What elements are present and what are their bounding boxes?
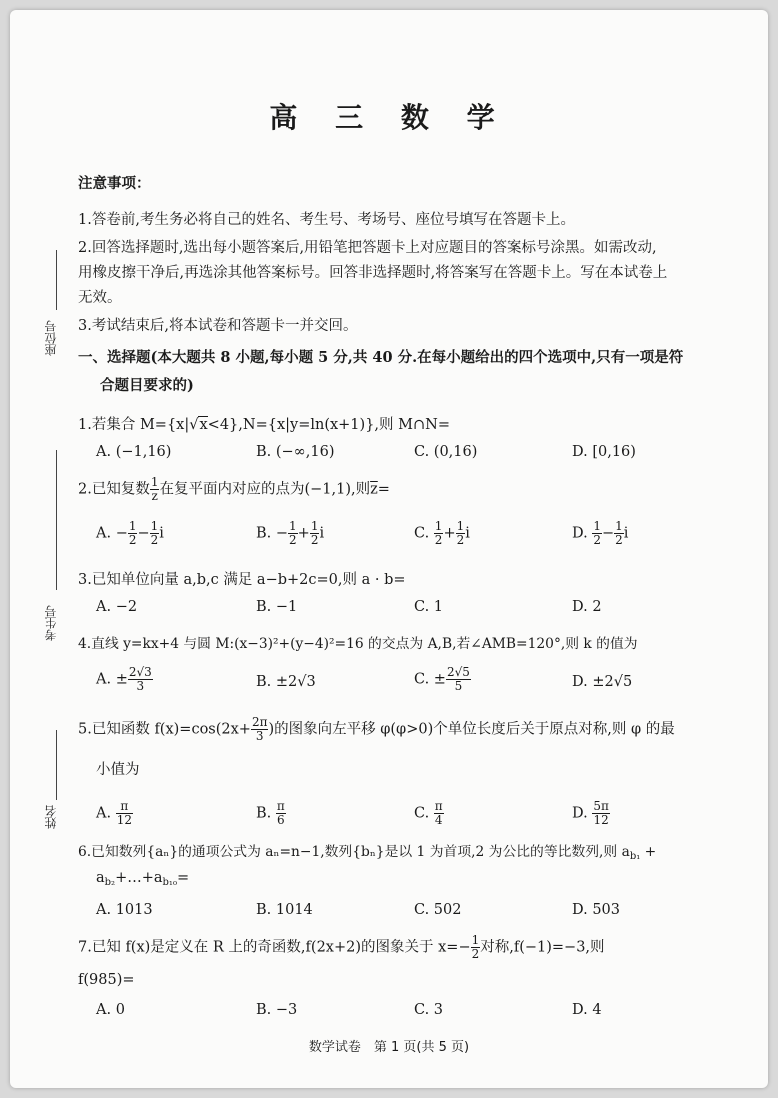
q3-option-c: C. 1 [414, 599, 444, 615]
q5c-num: π [434, 799, 443, 813]
q4c-num: 2√5 [446, 665, 470, 679]
q5b-frac [276, 800, 286, 827]
q3-option-a: A. −2 [96, 599, 138, 615]
q2a-n2: 1 [150, 519, 159, 533]
q6-text: 6.已知数列{aₙ}的通项公式为 aₙ=n−1,数列{bₙ}是以 1 为首项,2 为公比的等比数列,则 a [78, 844, 630, 860]
q7-option-d: D. 4 [572, 1002, 602, 1018]
q4-option-d: D. ±2√5 [572, 674, 633, 690]
page-title: 高 三 数 学 [269, 101, 509, 134]
q2c-n1: 1 [434, 519, 443, 533]
q2a-n1: 1 [128, 519, 137, 533]
question-7-stem [78, 934, 605, 961]
q6-option-c: C. 502 [414, 902, 462, 918]
notice-item-2: 2.回答选择题时,选出每小题答案后,用铅笔把答题卡上对应题目的答案标号涂黑。如需改动, [78, 240, 657, 256]
section-desc-cont: 合题目要求的) [100, 377, 194, 394]
question-6-stem-cont [96, 870, 189, 888]
q5a-frac [116, 800, 133, 827]
q6-option-a: A. 1013 [96, 902, 153, 918]
q2d-n1: 1 [593, 519, 601, 533]
q2c-d1: 2 [434, 533, 443, 547]
notice-heading: 注意事项： [78, 176, 151, 192]
section-title: 一、选择题 [78, 350, 151, 366]
q5-fraction [251, 716, 269, 743]
q2c-label: C. [414, 525, 434, 542]
q5-frac-num: 2π [251, 715, 268, 729]
q4c-den: 5 [454, 679, 463, 693]
q2d-sep: − [601, 525, 615, 542]
q2d-label: D. [572, 525, 593, 542]
q5d-num: 5π [593, 799, 609, 813]
q2-option-c [414, 520, 470, 547]
question-1-stem: 1.若集合 M={x|√x<4},N={x|y=ln(x+1)},则 M∩N= [78, 417, 450, 433]
binding-line [56, 250, 57, 310]
q5-frac-den: 3 [255, 729, 264, 743]
q2b-tail: i [319, 525, 325, 542]
q5-text: 5.已知函数 f(x)=cos(2x+ [78, 721, 251, 738]
side-label-seat: 座位号 [44, 320, 58, 356]
q5a-num: π [116, 800, 133, 814]
q2c-d2: 2 [456, 533, 465, 547]
q2b-label: B. − [256, 525, 289, 542]
q6-tail: = [176, 870, 190, 886]
q1-option-d: D. [0,16) [572, 444, 636, 460]
q5c-frac [434, 800, 444, 827]
q2a-d1: 2 [128, 533, 137, 547]
q5-option-b [256, 800, 286, 827]
q1-text: 1.若集合 M={x| [78, 417, 190, 433]
q2d-d1: 2 [593, 533, 601, 547]
q4-option-a [96, 666, 153, 693]
q7-option-b: B. −3 [256, 1002, 298, 1018]
notice-item-3: 3.考试结束后,将本试卷和答题卡一并交回。 [78, 318, 358, 334]
q5c-label: C. [414, 805, 434, 822]
q5d-label: D. [572, 805, 593, 822]
q6-sub1: b₂ [104, 877, 116, 888]
section-heading [78, 346, 683, 367]
q2-frac-den: z [151, 489, 158, 503]
page-footer: 数学试卷 第 1 页(共 5 页) [308, 1040, 470, 1055]
q2a-d2: 2 [150, 533, 159, 547]
q6-mid: +…+a [115, 870, 163, 886]
q2c-tail: i [465, 525, 470, 542]
q5-option-a [96, 800, 133, 827]
q4a-label: A. ± [96, 671, 128, 688]
q5b-label: B. [256, 805, 276, 822]
q4a-den: 3 [136, 679, 145, 693]
q6-a: a [96, 870, 105, 886]
q2c-n2: 1 [456, 519, 465, 533]
q7-text: 7.已知 f(x)是定义在 R 上的奇函数,f(2x+2)的图象关于 x=− [78, 939, 471, 956]
q1-text-end: <4},N={x|y=ln(x+1)},则 M∩N= [207, 417, 450, 433]
side-label-name: 姓名 [44, 805, 58, 829]
question-4-stem: 4.直线 y=kx+4 与圆 M:(x−3)²+(y−4)²=16 的交点为 A,B,若∠AMB=120°,则 k 的值为 [78, 636, 638, 652]
question-6-stem [78, 840, 656, 862]
q2-text: 2.已知复数 [78, 481, 150, 498]
notice-item-1: 1.答卷前,考生务必将自己的姓名、考生号、考场号、座位号填写在答题卡上。 [78, 212, 575, 228]
q1-sqrt: x [199, 417, 208, 433]
q5b-num: π [276, 799, 285, 813]
q2d-frac2 [614, 520, 624, 547]
q2a-label: A. − [96, 525, 128, 542]
binding-line [56, 450, 57, 590]
q2-option-a [96, 520, 164, 547]
q7-frac-den: 2 [471, 947, 480, 961]
q2d-tail: i [623, 525, 629, 542]
q4c-frac [446, 666, 471, 693]
q4a-frac [128, 666, 153, 693]
q3-option-d: D. 2 [572, 599, 602, 615]
q1-option-a: A. (−1,16) [96, 444, 172, 460]
q2b-d2: 2 [310, 533, 319, 547]
exam-paper [10, 10, 768, 1088]
q2c-frac2 [456, 520, 466, 547]
question-7-stem-cont: f(985)= [78, 972, 135, 988]
q7-frac-num: 1 [471, 933, 480, 947]
q2c-sep: + [443, 525, 456, 542]
q7-fraction [471, 934, 481, 961]
q6-sub: b₁ [629, 851, 641, 862]
q5a-den: 12 [116, 813, 132, 827]
q6-option-b: B. 1014 [256, 902, 313, 918]
q2b-d1: 2 [289, 533, 297, 547]
q5c-den: 4 [434, 813, 443, 827]
q6-text-end: + [640, 844, 657, 860]
q6-option-d: D. 503 [572, 902, 621, 918]
q2a-tail: i [159, 525, 164, 542]
q5d-den: 12 [593, 813, 609, 827]
q5-option-d [572, 800, 610, 827]
q2b-n1: 1 [289, 519, 297, 533]
q1-option-c: C. (0,16) [414, 444, 478, 460]
q2-text-mid: 在复平面内对应的点为(−1,1),则 [159, 481, 371, 498]
q2b-sep: + [297, 525, 310, 542]
q5d-frac [592, 800, 610, 827]
question-5-stem-cont: 小值为 [96, 762, 140, 778]
q2-option-d [572, 520, 628, 547]
question-2-stem [78, 476, 390, 503]
q2-frac-num: 1 [150, 475, 159, 489]
q2-text-end: = [377, 481, 390, 498]
q4-option-c [414, 666, 471, 693]
q2-zbar: $\overline{z}$ [370, 481, 378, 498]
q2a-sep: − [137, 525, 150, 542]
q2c-frac1 [434, 520, 444, 547]
q7-option-a: A. 0 [96, 1002, 125, 1018]
q2b-frac1 [288, 520, 298, 547]
q2b-n2: 1 [310, 519, 319, 533]
q2a-frac2 [150, 520, 160, 547]
notice-item-2-cont: 用橡皮擦干净后,再选涂其他答案标号。回答非选择题时,将答案写在答题卡上。写在本试卷上 [78, 265, 668, 281]
section-desc: (本大题共 8 小题,每小题 5 分,共 40 分.在每小题给出的四个选项中,只有一项是符 [150, 349, 684, 366]
q4-option-b: B. ±2√3 [256, 674, 316, 690]
q3-option-b: B. −1 [256, 599, 298, 615]
q5-option-c [414, 800, 444, 827]
notice-item-2-end: 无效。 [78, 290, 122, 306]
q5-text-end: )的图象向左平移 φ(φ>0)个单位长度后关于原点对称,则 φ 的最 [268, 721, 675, 738]
q4a-num: 2√3 [128, 665, 152, 679]
q5b-den: 6 [277, 813, 285, 827]
binding-line [56, 730, 57, 800]
q4c-label: C. ± [414, 671, 446, 688]
q2d-d2: 2 [615, 533, 623, 547]
q2d-n2: 1 [615, 519, 623, 533]
q5a-label: A. [96, 805, 116, 822]
q7-option-c: C. 3 [414, 1002, 444, 1018]
q2-option-b [256, 520, 324, 547]
side-label-examinee-number: 考生号 [44, 605, 58, 641]
q1-option-b: B. (−∞,16) [256, 444, 335, 460]
question-3-stem: 3.已知单位向量 a,b,c 满足 a−b+2c=0,则 a · b= [78, 572, 406, 588]
question-5-stem [78, 716, 675, 743]
q7-text-end: 对称,f(−1)=−3,则 [480, 939, 605, 956]
q6-sub2: b₁₀ [162, 877, 177, 888]
q2d-frac1 [592, 520, 602, 547]
